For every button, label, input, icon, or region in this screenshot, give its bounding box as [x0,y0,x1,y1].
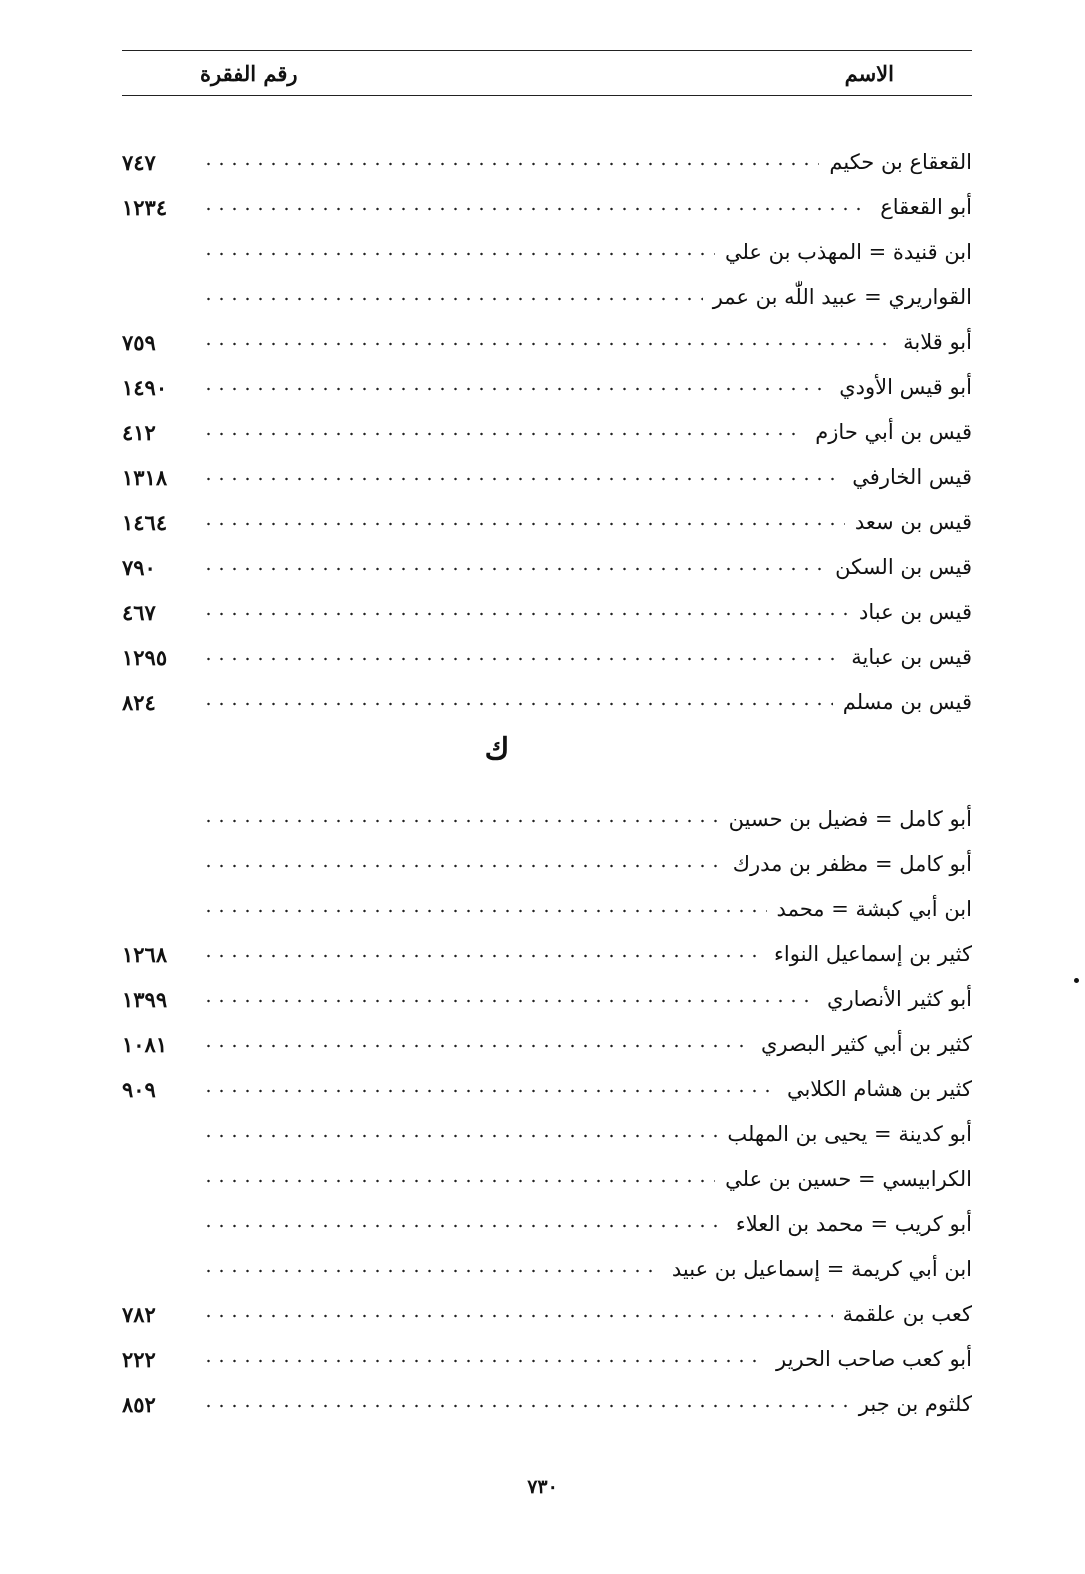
entry-number: ٧٩٠ [122,555,156,580]
index-entry [122,1190,972,1235]
index-entry [122,398,972,443]
entry-number: ٧٥٩ [122,330,156,355]
index-entry [122,623,972,668]
dot-leader [202,1044,751,1048]
entry-number: ٢٢٢ [122,1347,156,1372]
index-entry [122,1145,972,1190]
index-entry [122,875,972,920]
dot-leader [202,522,845,526]
entry-name: قيس بن السكن [835,555,972,579]
entry-name: أبو كعب صاحب الحرير [776,1347,972,1371]
index-entry [122,1280,972,1325]
entry-number: ١٢٩٥ [122,645,168,670]
index-entry [122,578,972,623]
entry-name: قيس بن سعد [854,510,972,534]
name-column-header: الاسم [844,60,894,86]
entry-name: كثير بن هشام الكلابي [786,1077,972,1101]
entry-name: القعقاع بن حكيم [829,150,972,174]
entry-name: كثير بن إسماعيل النواء [774,942,972,966]
entry-name: ابن قنيدة = المهذب بن علي [724,240,972,264]
index-entry [122,965,972,1010]
dot-leader [202,1089,777,1093]
dot-leader [202,342,893,346]
entry-name: القواريري = عبيد اللّٰه بن عمر [712,285,972,309]
dot-leader [202,909,767,913]
dot-leader [202,387,829,391]
dot-leader [202,1314,833,1318]
dot-leader [202,252,715,256]
entry-number: ١٣١٨ [122,465,168,490]
entry-number: ٨٥٢ [122,1392,156,1417]
dot-leader [202,432,805,436]
entry-name: قيس بن عباد [859,600,972,624]
entry-number: ١٤٦٤ [122,510,168,535]
index-entry [122,533,972,578]
entry-number: ١٤٩٠ [122,375,168,400]
dot-leader [202,999,817,1003]
dot-leader [202,1224,726,1228]
dot-leader [202,567,825,571]
number-column-header: رقم الفقرة [200,60,298,86]
index-entry [122,263,972,308]
dot-leader [202,954,764,958]
index-entry [122,1370,972,1415]
entry-number: ٩٠٩ [122,1077,156,1102]
dot-leader [202,657,841,661]
margin-dot [1074,978,1079,983]
entry-number: ٧٤٧ [122,150,156,175]
entry-name: أبو قلابة [903,330,972,354]
entry-number: ٤٦٧ [122,600,156,625]
index-entry [122,830,972,875]
dot-leader [202,819,719,823]
entry-name: ابن أبي كبشة = محمد [776,897,972,921]
entry-name: قيس بن أبي حازم [815,420,972,444]
dot-leader [202,864,723,868]
entry-name: كعب بن علقمة [842,1302,972,1326]
entry-name: أبو القعقاع [880,195,972,219]
entry-name: أبو كدينة = يحيى بن المهلب [727,1122,972,1146]
letter-heading [122,713,972,785]
index-entry [122,443,972,488]
dot-leader [202,477,842,481]
dot-leader [202,162,819,166]
entry-number: ١٣٩٩ [122,987,168,1012]
dot-leader [202,1134,717,1138]
entry-number: ٨٢٤ [122,690,156,715]
dot-leader [202,612,849,616]
entry-name: أبو كامل = مظفر بن مدرك [732,852,972,876]
index-entry [122,1100,972,1145]
dot-leader [202,207,870,211]
dot-leader [202,1179,715,1183]
table-header [122,51,972,95]
index-entry [122,128,972,173]
entry-name: كلثوم بن جبر [858,1392,972,1416]
index-page [122,50,972,1415]
index-entry [122,353,972,398]
dot-leader [202,702,833,706]
dot-leader [202,1404,849,1408]
index-entry [122,308,972,353]
index-entry [122,785,972,830]
index-entry [122,488,972,533]
entry-number: ١٠٨١ [122,1032,168,1057]
entry-name: الكرابيسي = حسين بن علي [725,1167,972,1191]
index-entry [122,1055,972,1100]
entry-name: قيس بن عباية [851,645,972,669]
index-entry [122,668,972,713]
letter-heading-text: ك [484,731,510,767]
entry-name: قيس بن مسلم [842,690,972,714]
entry-name: أبو قيس الأودي [839,375,972,399]
dot-leader [202,297,703,301]
entry-name: أبو كامل = فضيل بن حسين [728,807,972,831]
entry-name: كثير بن أبي كثير البصري [760,1032,972,1056]
page-number: ٧٣٠ [527,1476,558,1498]
entry-name: قيس الخارفي [852,465,972,489]
index-entry [122,1010,972,1055]
index-entry [122,218,972,263]
entry-name: أبو كريب = محمد بن العلاء [735,1212,972,1236]
entry-name: ابن أبي كريمة = إسماعيل بن عبيد [671,1257,972,1281]
index-entry [122,1325,972,1370]
entry-name: أبو كثير الأنصاري [827,987,972,1011]
index-entry [122,1235,972,1280]
entry-number: ٧٨٢ [122,1302,156,1327]
dot-leader [202,1269,662,1273]
index-entry [122,173,972,218]
entry-number: ٤١٢ [122,420,156,445]
dot-leader [202,1359,766,1363]
entries-section-k [122,785,972,1415]
entry-number: ١٢٦٨ [122,942,168,967]
entry-number: ١٢٣٤ [122,195,168,220]
entries-section-q [122,128,972,713]
index-entry [122,920,972,965]
header-bottom-rule [122,95,972,96]
